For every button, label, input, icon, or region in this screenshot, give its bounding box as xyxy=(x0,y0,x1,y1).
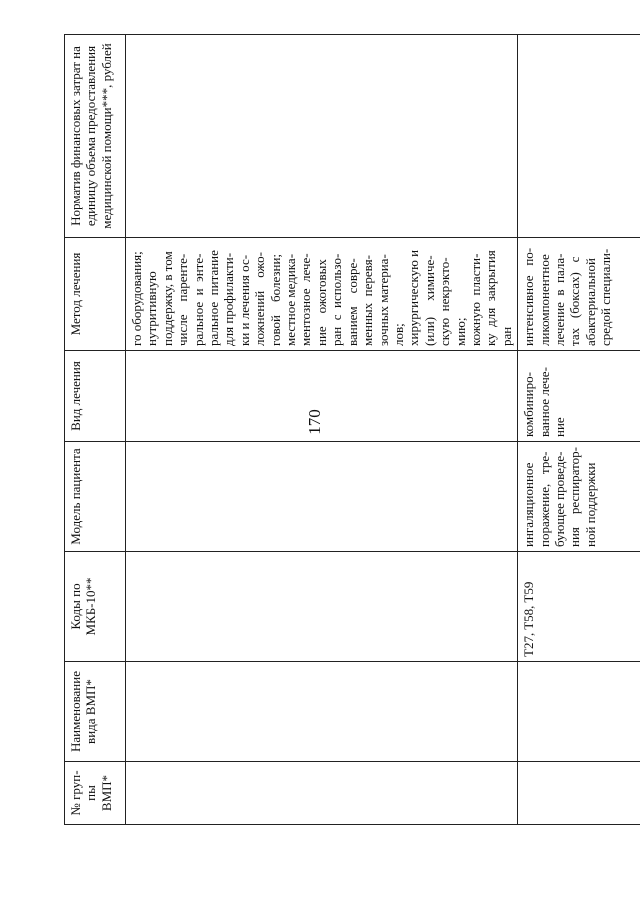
table-row xyxy=(518,35,640,825)
treatment-type-line: ванное лече- xyxy=(536,367,552,437)
vmp-table xyxy=(64,34,640,825)
header-icd-codes: Коды по МКБ-10** xyxy=(65,552,126,662)
header-treatment-type: Вид лечения xyxy=(65,351,126,442)
method-line: ральное питание xyxy=(206,250,222,346)
table-row xyxy=(126,35,518,825)
method-line: ки и лечения ос- xyxy=(236,254,252,346)
header-treatment-method: Метод лечения xyxy=(65,238,126,351)
patient-model-line: поражение, тре- xyxy=(536,451,552,547)
patient-model-line: бующее проведе- xyxy=(551,451,567,547)
cell-vmp-name xyxy=(126,662,518,762)
method-line: менных перевя- xyxy=(360,255,376,346)
header-vmp-name: Наименование вида ВМП* xyxy=(65,662,126,762)
method-line: ран xyxy=(498,326,514,346)
cell-group-number xyxy=(126,762,518,825)
treatment-type-line: комбиниро- xyxy=(521,372,537,437)
table-header-row xyxy=(65,35,126,825)
method-line: для профилакти- xyxy=(221,252,237,346)
cell-patient-model xyxy=(126,442,518,552)
page-number: 170 xyxy=(305,409,324,435)
cell-treatment-method xyxy=(126,238,518,351)
method-line: ку для закрытия xyxy=(483,250,499,346)
method-line: лов; xyxy=(390,323,406,346)
cell-treatment-type xyxy=(518,351,640,442)
method-line: (или) химиче- xyxy=(421,255,437,346)
method-line: интенсивное по- xyxy=(521,247,537,346)
cell-icd-codes: T27, T58, T59 xyxy=(518,552,640,662)
cell-cost-standard xyxy=(126,35,518,238)
treatment-type-line: ние xyxy=(551,417,567,437)
cell-group-number xyxy=(518,762,640,825)
method-line: нутритивную xyxy=(144,271,160,346)
method-line: ментозное лече- xyxy=(298,253,314,346)
method-line: средой специали- xyxy=(598,248,614,346)
header-group-number: № груп- пы ВМП* xyxy=(65,762,126,825)
method-line: ванием совре- xyxy=(344,258,360,346)
method-line: зочных материа- xyxy=(375,254,391,346)
method-line: ран с использо- xyxy=(329,253,345,346)
method-line: го оборудования; xyxy=(129,251,144,346)
method-line: говой болезни; xyxy=(267,253,283,346)
method-line: скую некрэкто- xyxy=(437,257,453,346)
cell-treatment-type xyxy=(126,351,518,442)
cell-patient-model xyxy=(518,442,640,552)
method-line: абактериальной xyxy=(582,258,598,346)
patient-model-line: ния респиратор- xyxy=(567,447,583,547)
patient-model-line: ной поддержки xyxy=(582,462,598,547)
method-line: местное медика- xyxy=(283,253,299,346)
method-line: ние ожоговых xyxy=(313,259,329,346)
cell-vmp-name xyxy=(518,662,640,762)
cell-treatment-method xyxy=(518,238,640,351)
header-patient-model: Модель пациента xyxy=(65,442,126,552)
method-line: ликомпонентное xyxy=(536,254,552,346)
method-line: кожную пласти- xyxy=(467,253,483,346)
method-line: числе паренте- xyxy=(175,253,191,346)
method-line: тах (боксах) с xyxy=(567,256,583,346)
cell-icd-codes xyxy=(126,552,518,662)
cell-cost-standard xyxy=(518,35,640,238)
patient-model-line: ингаляционное xyxy=(521,462,537,547)
method-line: хирургическую и xyxy=(406,249,422,346)
method-line: ложнений ожо- xyxy=(252,252,268,346)
method-line: поддержку, в том xyxy=(159,251,175,346)
method-line: ральное и энте- xyxy=(190,253,206,346)
method-line: мию; xyxy=(452,317,468,346)
rotated-table-page xyxy=(64,35,614,825)
header-cost-standard: Норматив финансовых затрат на единицу объема предоставления медицинской помощи***, рублей xyxy=(65,35,126,238)
method-line: лечение в пала- xyxy=(551,253,567,346)
